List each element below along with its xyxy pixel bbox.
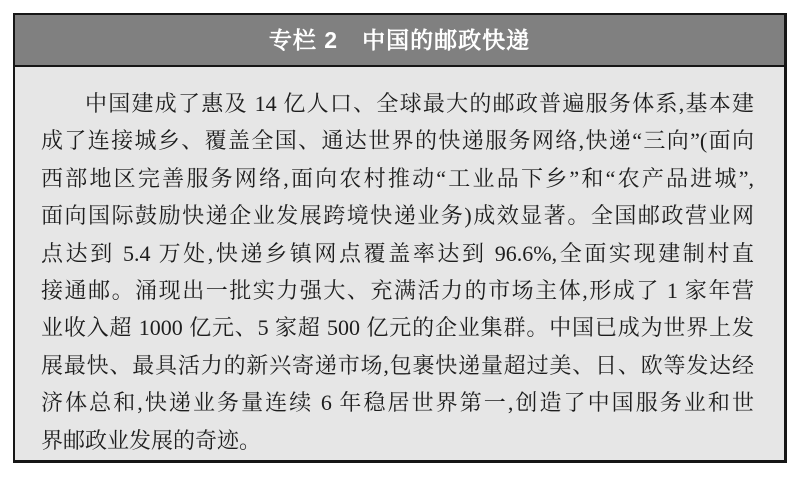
paragraph-line: 展最快、最具活力的新兴寄递市场,包裹快递量超过美、日、欧等发达经 xyxy=(41,352,754,378)
paragraph-line: 西部地区完善服务网络,面向农村推动“工业品下乡”和“农产品进城”, xyxy=(41,165,754,191)
box-body xyxy=(15,67,784,459)
paragraph-line: 接通邮。涌现出一批实力强大、充满活力的市场主体,形成了 1 家年营 xyxy=(41,277,754,303)
box-header xyxy=(15,15,784,67)
paragraph-line: 中国建成了惠及 14 亿人口、全球最大的邮政普遍服务体系,基本建 xyxy=(85,91,754,116)
paragraph-line: 成了连接城乡、覆盖全国、通达世界的快递服务网络,快递“三向”(面向 xyxy=(41,128,754,154)
paragraph-line: 业收入超 1000 亿元、5 家超 500 亿元的企业集群。中国已成为世界上发 xyxy=(41,315,754,341)
paragraph-line: 点达到 5.4 万处,快递乡镇网点覆盖率达到 96.6%,全面实现建制村直 xyxy=(41,240,754,266)
column-box xyxy=(13,13,787,463)
paragraph-line: 面向国际鼓励快递企业发展跨境快递业务)成效显著。全国邮政营业网 xyxy=(41,203,754,229)
paragraph-line: 界邮政业发展的奇迹。 xyxy=(41,427,262,453)
paragraph-line: 济体总和,快递业务量连续 6 年稳居世界第一,创造了中国服务业和世 xyxy=(41,390,754,416)
box-title: 专栏 2 中国的邮政快递 xyxy=(268,27,531,53)
